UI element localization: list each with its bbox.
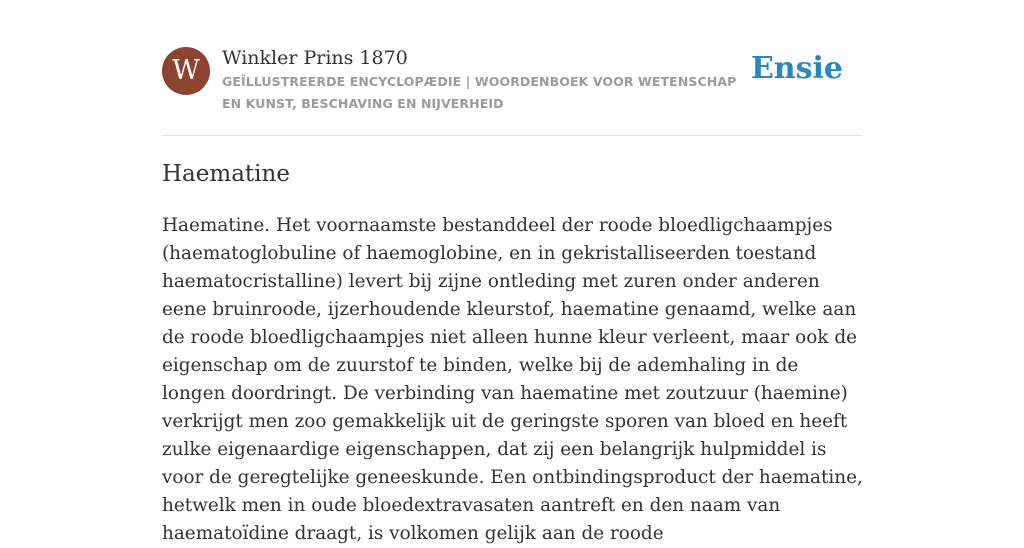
source-avatar[interactable]: W	[162, 47, 210, 95]
article-body: Haematine. Het voornaamste bestanddeel der roode bloedligchaampjes (haematoglobuline of haemoglobine, en in gekristalliseerden toestand haematocristalline) levert bij zijne ontleding met zuren onder anderen eene bruinroode, ijzerhoudende kleurstof, haematine genaamd, welke aan de roode bloedligchaampjes niet alleen hunne kleur verleent, maar ook de eigenschap om de zuurstof te binden, welke bij de ademhaling in de longen doordringt. De verbinding van haematine met zoutzuur (haemine) verkrijgt men zoo gemakkelijk uit de geringste sporen van bloed en heeft zulke eigenaardige eigenschappen, dat zij een belangrijk hulpmiddel is voor de geregtelijke geneeskunde. Een ontbindingsproduct der haematine, hetwelk men in oude bloedextravasaten aantreft en den naam van haematoïdine draagt, is volkomen gelijk aan de roode	[162, 215, 863, 544]
header-divider	[162, 135, 862, 136]
source-title[interactable]: Winkler Prins 1870	[222, 47, 408, 69]
ensie-logo-link[interactable]: Ensie	[750, 51, 843, 86]
source-header	[162, 46, 862, 136]
source-subtitle: GEÏLLUSTREERDE ENCYCLOPÆDIE | WOORDENBOEK VOOR WETENSCHAP EN KUNST, BESCHAVING EN NIJVERHEID	[222, 74, 737, 111]
article-title: Haematine	[162, 161, 290, 187]
